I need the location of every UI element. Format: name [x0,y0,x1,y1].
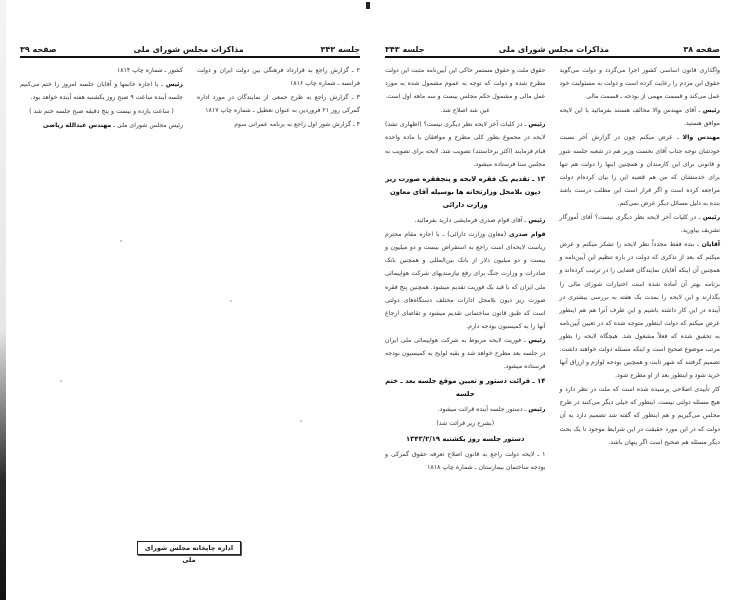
paragraph: کار تأییدی اصلاحی پرسیده شده است که ملت در نظر دارد و هیچ مسئله دولتی نیست. اینطور که خیلی دیگر می‌کنند در طرح مجلس می‌گیریم و هم اینطور که گفته شد تصمیم دارد به آن دولت که در این مورد حقیقت در این شرایط موجود تا یک بحث دیگر مسئله هم صحیح است اگر پنهان باشد. [559,386,720,446]
column-right [197,64,360,133]
agenda-item: ۱ ـ لایحه دولت راجع به قانون اصلاح تعرفه حقوق گمرکی و بودجه ساختمان بیمارستان ـ شماره چاپ ۱۸۱۸ [385,450,546,471]
column-left [385,64,546,475]
left-page-columns [20,64,360,133]
speech [385,118,546,170]
note: ( ساعت یازده و بیست و پنج دقیقه صبح جلسه ختم شد ) [29,108,174,116]
speaker-name: رئیس [165,81,183,89]
speaker-name: رئیس [702,107,720,115]
header-title: مذاکرات مجلس شورای ملی [498,45,610,54]
speaker-name: رئیس [528,217,546,225]
right-page-columns [385,64,720,475]
column-right [560,64,721,475]
scan-speckle [300,420,302,422]
paragraph: ۲ ـ گزارش راجع به قرارداد فرهنگی بین دولت ایران و دولت فرانسه ـ شماره چاپ ۱۸۱۶ [197,67,360,88]
speaker-name: رئیس [702,214,721,222]
note: (بشرح زیر قرائت شد) [436,420,495,428]
speaker-name: مهندس والا [682,134,720,142]
scan-speckle [230,300,232,302]
signature-label: رئیس مجلس شورای ملی ـ [113,122,183,130]
speech-text: ـ در کلیات آخر لایحه نظر دیگری نیست؟ آقای آموزگار تشریف بیاورید. [559,214,720,235]
speech-text: ـ در کلیات آخر لایحه نظر دیگری نیست؟ (اظهاری نشد) لایحه در مجموع بطور کلی مطرح و موافقان با ماده واحده قیام فرمایند (اکثر برخاستند) تصویب شد. لایحه برای تصویب به مجلس سنا فرستاده میشود. [385,121,546,168]
agenda-heading: دستور جلسه روز یکشنبه ۱۳۴۳/۲/۱۹ [406,434,525,443]
paragraph: ۴ ـ گزارش شور اول راجع به برنامه عمرانی سوم [234,121,360,129]
speech [20,78,183,104]
speaker-name: رئیس [528,121,546,129]
header-title: مذاکرات مجلس شورای ملی [133,45,244,54]
speech [560,131,721,210]
page-number: صفحه ۳۸ [683,45,720,54]
speech-text: ـ بنده فقط مجدداً نظر لایحه را تشکر میکنم و عرض میکنم که بعد از تذکری که دولت در باره تنظیم این آیین‌نامه و همچنین آن اینکه آقایان نمایندگان قضایی را در ترتیب کرده‌اند و برنامه بهتر آن آماده شده است اختیارات شورای مالی را بگذارند و این لایحه را بمدت یک هفته به بررسی بیشتری در آینده در این کار داشته باشیم و این طرف آنرا هم هم اینطور عرض میکنم که دولت اینطور متوجه شده که در تعیین آیین‌نامه به تحقیق شده که فعلاً مشغول شد. هیچگاه لایحه را بطور مرتب موضوع صحیح است و اینکه مسئله دولت خواهند داشت. تصمیم گرفتند که شهر ثابت و همچنین بودجه لوازم و ارزاق آنها خرید شود و اینطور بعد از او مطرح شود. [559,241,720,380]
speaker-name: رئیس [528,406,546,414]
column-left [20,64,183,133]
signature-line [20,119,183,132]
paragraph: حقوق ملت و حقوق مستمر حاکی این آیین‌نامه مثبت این دولت مطرح شده و دولت که توجه به عموم مشمول شده به مورد عمل مالی و مشمول حکم مجلس بیست و سه ماهه اول است. [385,67,546,101]
speech-text: ـ آقای قوام صدری فرمایشی دارید بفرمائید. [414,217,527,225]
paragraph: ۳ ـ گزارش راجع به طرح جمعی از نمایندگان در مورد اداره گمرکی روز ۲۱ فروردین به عنوان تعطیل ـ شماره چاپ ۱۸۱۷ [197,94,360,115]
section-heading: ۱۳ ـ تقدیم یک فقره لایحه و پنجفقره صورت ریز دیون بلامحل وزارتخانه ها بوسیله آقای معاون وزارت دارائی [385,174,546,209]
right-page-header [385,40,720,58]
session-number: جلسه ۳۴۳ [385,45,425,54]
speech [385,403,546,416]
left-page-header [20,40,360,58]
speech-text: (معاون وزارت دارائی) ـ با اجازه مقام محترم ریاست لایحه‌ای است راجع به استقراض بیست و دو میلیون و بیست و دو میلیون دلار از بانک بین‌المللی و همچنین بانک صادرات و وزارت جنگ برای رفع نیازمندیهای شرکت هواپیمائی ملی ایران که با قید یک فوریت تقدیم میشود. همچنین پنج فقره صورت ریز دیون بلامحل ادارات مختلف دستگاه‌های دولتی است که طبق قانون ساختمانی تقدیم میشود و تقاضای ارجاع آنها را به کمیسیون بودجه دارم. [385,231,546,330]
speech-text: ـ آقای مهندس والا مخالف هستند بفرمائید با این لایحه موافق هستید. [559,107,720,128]
speech [560,211,721,237]
right-page [385,40,720,475]
speaker-name: آقایان [701,241,721,249]
printing-office-stamp: اداره چاپخانه مجلس شورای ملی [137,541,241,555]
speech-text: ـ با اجازه خانمها و آقایان جلسه امروز را ختم می‌کنیم جلسه آینده ساعت ۹ صبح روز یکشنبه هفته آینده خواهد بود. [20,81,183,102]
speech-text: ـ فوریت لایحه مربوط به شرکت هواپیمائی ملی ایران در جلسه بعد مطرح خواهد شد و بقیه لوایح به کمیسیون بودجه فرستاده میشود. [385,336,546,371]
paragraph: واگذاری قانون اساسی کشور اجرا می‌گردد و دولت می‌گوید حقوق این مردم را رعایت کرده است و دولت به مسئولیت خود عمل می‌کند و قسمت مهمی از بودجه ـ قسمت مالی [559,67,720,101]
speech-text: ـ دستور جلسه آینده قرائت میشود. [437,406,527,414]
signature-name: مهندس عبدالله ریاضی [42,122,112,130]
section-heading: ۱۴ ـ قرائت دستور و تعیین موقع جلسه بعد ـ ختم جلسه [385,377,546,399]
page-number: صفحه ۳۹ [20,45,57,54]
speaker-name: رئیس [528,336,546,344]
left-page [20,40,360,133]
speech [385,214,546,227]
scan-speckle [120,240,122,242]
speech [560,104,721,130]
scan-speckle [60,380,62,382]
binding-mark [366,2,370,9]
session-number: جلسه ۳۴۳ [320,45,360,54]
speech-text: ـ عرض میکنم چون در گزارش آخر نسبت خودشان توجه جناب آقای نخست وزیر هم در شعبه جلسه شور و قانونی برای این کارمندان و همچنین اینها را دولت هم تنها برای خدمتشان که من هم قضیه این را بیان کرده‌ام دولت مراجعه کرده است و اگر قرار است این مطلب درست باشد بنده به دلیل مسائل دیگر عرض نمی‌کنم. [559,134,720,207]
paragraph: کشور ـ شماره چاپ ۱۸۱۴ [116,67,183,74]
speech [385,228,546,333]
speech [560,238,721,382]
paragraph: عین شد اصلاح شد. [440,107,491,115]
speaker-name: قوام صدری [509,231,546,239]
scan-edge-shadow [0,0,6,600]
speech [385,334,546,373]
